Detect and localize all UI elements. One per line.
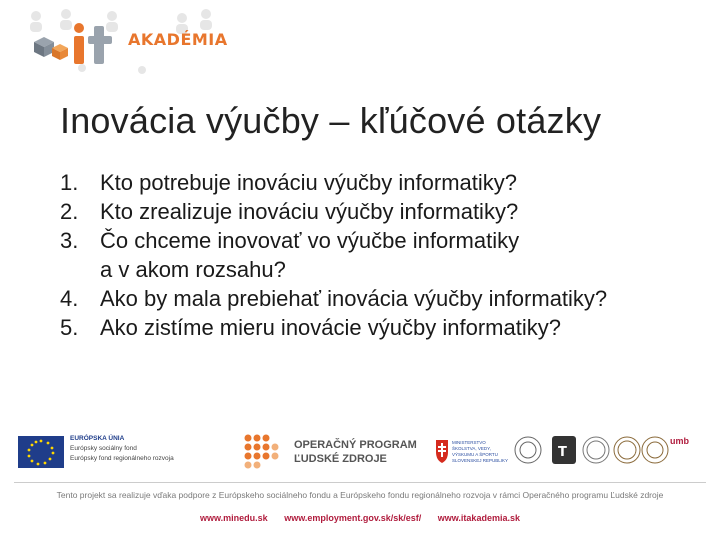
list-item — [60, 284, 607, 313]
footer-divider — [14, 482, 706, 483]
list-number: 4. — [60, 286, 79, 311]
university-seal-icon — [614, 437, 640, 463]
link-employment[interactable]: www.employment.gov.sk/sk/esf/ — [284, 513, 422, 523]
link-itakademia[interactable]: www.itakademia.sk — [437, 513, 520, 523]
slide-title: Inovácia výučby – kľúčové otázky — [60, 100, 602, 141]
list-number: 1. — [60, 170, 79, 195]
list-item — [60, 313, 607, 342]
ministry-line-3: VÝSKUMU A ŠPORTU — [452, 452, 498, 457]
list-item — [60, 168, 607, 197]
eu-fund-erdf: Európsky fond regionálneho rozvoja — [70, 455, 174, 462]
ministry-line-4: SLOVENSKEJ REPUBLIKY — [452, 458, 509, 463]
op-line-1: OPERAČNÝ PROGRAM — [294, 439, 417, 451]
university-seal-icon — [583, 437, 609, 463]
list-item — [60, 226, 607, 284]
link-minedu[interactable]: www.minedu.sk — [200, 513, 268, 523]
list-text: Kto zrealizuje inováciu výučby informatiky? — [100, 199, 519, 224]
svg-text:T: T — [558, 445, 567, 460]
op-line-2: ĽUDSKÉ ZDROJE — [294, 453, 387, 465]
eu-flag-icon — [18, 436, 64, 468]
list-text: Ako zistíme mieru inovácie výučby informatiky? — [100, 315, 561, 340]
eu-text-block — [70, 434, 174, 464]
ministry-line-2: ŠKOLSTVA, VEDY, — [452, 446, 491, 451]
ministry-text-block — [452, 440, 508, 464]
list-item — [60, 197, 607, 226]
op-text-block — [294, 438, 417, 466]
slovak-coat-of-arms-icon — [436, 440, 448, 463]
eu-fund-esf: Európsky sociálny fond — [70, 445, 137, 452]
list-number: 5. — [60, 315, 79, 340]
footer-links — [0, 513, 720, 523]
list-text-continuation: a v akom rozsahu? — [100, 257, 286, 282]
tu-logo-icon — [552, 436, 576, 464]
eu-title: EURÓPSKA ÚNIA — [70, 435, 125, 442]
question-list — [60, 168, 607, 342]
university-seal-icon — [515, 437, 541, 463]
list-text: Ako by mala prebiehať inovácia výučby informatiky? — [100, 286, 608, 311]
list-text: Kto potrebuje inováciu výučby informatiky? — [100, 170, 517, 195]
list-number: 2. — [60, 199, 79, 224]
list-number: 3. — [60, 228, 79, 253]
op-ludske-zdroje-icon — [245, 435, 279, 469]
list-text: Čo chceme inovovať vo výučbe informatiky — [100, 228, 520, 253]
ministry-line-1: MINISTERSTVO — [452, 440, 486, 445]
university-seal-icon — [642, 437, 668, 463]
logo-text: AKADÉMIA — [128, 30, 228, 49]
umb-logo-text: umb — [670, 436, 689, 446]
funding-disclaimer: Tento projekt sa realizuje vďaka podpore z Európskeho sociálneho fondu a Európskeho fondu regionálneho rozvoja v rámci Operačného programu Ľudské zdroje — [56, 490, 664, 500]
